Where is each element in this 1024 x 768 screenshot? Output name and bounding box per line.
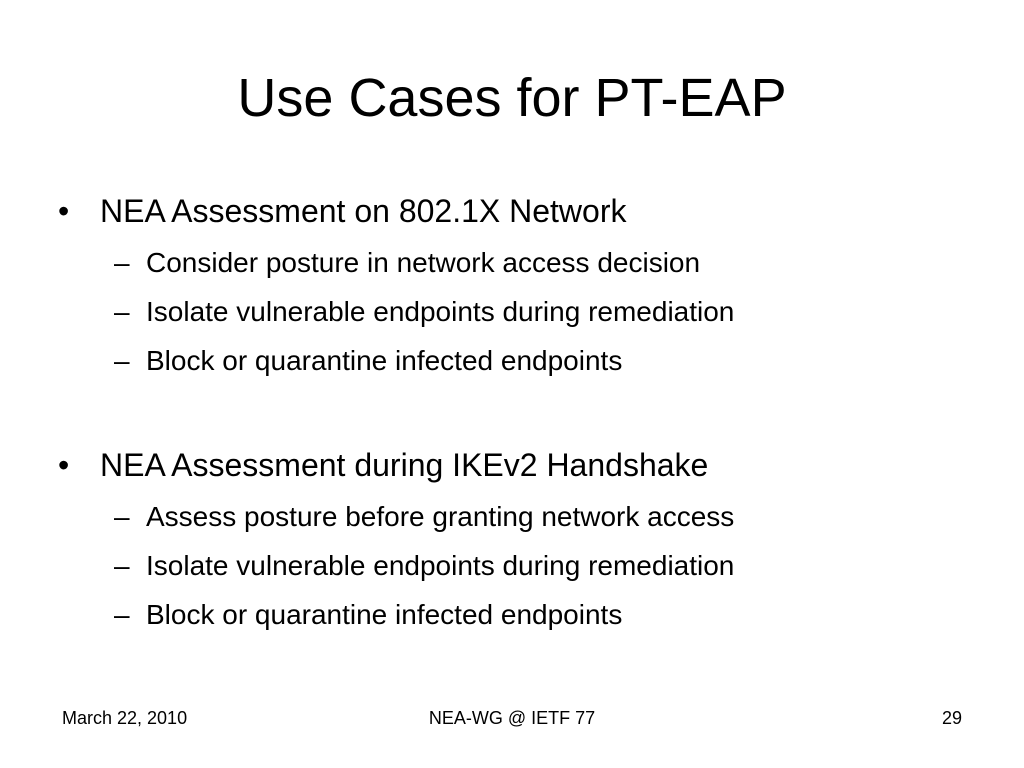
bullet-text: NEA Assessment on 802.1X Network — [100, 193, 627, 229]
sub-bullet-marker: – — [114, 296, 130, 327]
bullet-marker: • — [58, 193, 70, 229]
sub-bullet-text: Isolate vulnerable endpoints during remediation — [146, 296, 735, 327]
page-number: 29 — [941, 708, 962, 728]
sub-bullet-text: Isolate vulnerable endpoints during remediation — [146, 550, 735, 581]
sub-bullet-text: Assess posture before granting network access — [146, 501, 735, 532]
bullet-text: NEA Assessment during IKEv2 Handshake — [100, 447, 709, 483]
sub-bullet-text: Block or quarantine infected endpoints — [146, 599, 623, 630]
bullet-marker: • — [58, 447, 70, 483]
sub-bullet-marker: – — [114, 501, 130, 532]
sub-bullet-marker: – — [114, 345, 130, 376]
sub-bullet-text: Consider posture in network access decision — [146, 247, 701, 278]
sub-bullet-marker: – — [114, 599, 130, 630]
sub-bullet-text: Block or quarantine infected endpoints — [146, 345, 623, 376]
footer-event: NEA-WG @ IETF 77 — [428, 708, 596, 728]
sub-bullet-marker: – — [114, 247, 130, 278]
sub-bullet-marker: – — [114, 550, 130, 581]
slide-title: Use Cases for PT-EAP — [237, 68, 787, 128]
footer-date: March 22, 2010 — [62, 708, 188, 728]
